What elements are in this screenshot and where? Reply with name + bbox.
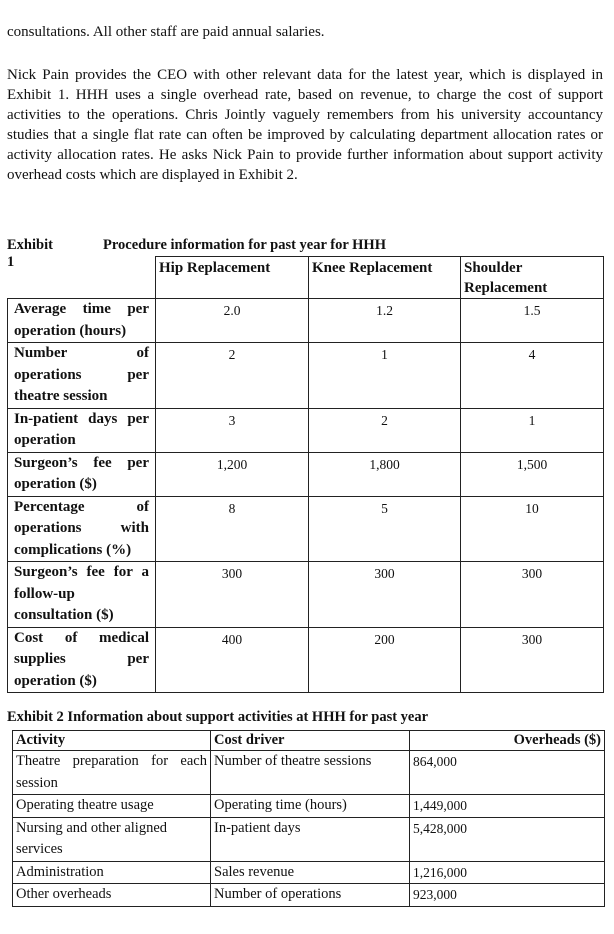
- cell-value: 300: [461, 627, 604, 693]
- intro-paragraph-1: consultations. All other staff are paid annual salaries.: [7, 24, 325, 40]
- table-row: [13, 817, 605, 861]
- table-row: [8, 343, 604, 409]
- cell-value: 3: [156, 408, 309, 452]
- activity-cell: Administration: [13, 861, 211, 884]
- procedure-table-header: [8, 257, 604, 299]
- cell-value: 2.0: [156, 299, 309, 343]
- cell-value: 200: [309, 627, 461, 693]
- cell-value: 2: [309, 408, 461, 452]
- table-row: [8, 627, 604, 693]
- row-label: Surgeon’s fee per operation ($): [8, 452, 156, 496]
- table-row: [13, 795, 605, 818]
- table-row: [8, 562, 604, 628]
- cell-value: 400: [156, 627, 309, 693]
- row-label: In-patient days per operation: [8, 408, 156, 452]
- cost-driver-cell: Operating time (hours): [211, 795, 410, 818]
- col-header-shoulder: Shoulder Replacement: [461, 257, 604, 299]
- row-label: Percentage of operations with complications (%): [8, 496, 156, 562]
- row-label: Average time per operation (hours): [8, 299, 156, 343]
- cell-value: 1: [309, 343, 461, 409]
- cell-value: 300: [461, 562, 604, 628]
- cell-value: 5: [309, 496, 461, 562]
- cell-value: 1,500: [461, 452, 604, 496]
- exhibit1-label: Exhibit 1: [7, 237, 53, 270]
- activity-cell: Other overheads: [13, 884, 211, 907]
- overheads-cell: 923,000: [410, 884, 605, 907]
- activity-cell: Nursing and other aligned services: [13, 817, 211, 861]
- cell-value: 1.2: [309, 299, 461, 343]
- row-label: Surgeon’s fee for a follow-up consultation ($): [8, 562, 156, 628]
- cell-value: 300: [156, 562, 309, 628]
- col-header-cost-driver: Cost driver: [211, 731, 410, 751]
- table-row: [8, 408, 604, 452]
- exhibit2-title: Exhibit 2 Information about support activities at HHH for past year: [7, 709, 429, 725]
- table-row: [8, 452, 604, 496]
- cell-value: 4: [461, 343, 604, 409]
- col-header-hip: Hip Replacement: [156, 257, 309, 299]
- overheads-cell: 1,216,000: [410, 861, 605, 884]
- overheads-cell: 864,000: [410, 751, 605, 795]
- cell-value: 1.5: [461, 299, 604, 343]
- row-label: Cost of medical supplies per operation ($): [8, 627, 156, 693]
- intro-paragraph-2: Nick Pain provides the CEO with other relevant data for the latest year, which is displayed in Exhibit 1. HHH uses a single overhead rate, based on revenue, to charge the cost of support activities to the operations. Chris Jointly vaguely remembers from his university accountancy studies that a single flat rate can often be improved by calculating department allocation rates or activity allocation rates. He asks Nick Pain to provide further information about support activity overhead costs which are displayed in Exhibit 2.: [7, 67, 603, 183]
- cell-value: 2: [156, 343, 309, 409]
- activity-cell: Theatre preparation for each session: [13, 751, 211, 795]
- cell-value: 8: [156, 496, 309, 562]
- col-header-knee: Knee Replacement: [309, 257, 461, 299]
- cost-driver-cell: In-patient days: [211, 817, 410, 861]
- col-header-overheads: Overheads ($): [410, 731, 605, 751]
- cost-driver-cell: Number of theatre sessions: [211, 751, 410, 795]
- table-row: [13, 751, 605, 795]
- cost-driver-cell: Number of operations: [211, 884, 410, 907]
- cell-value: 1,800: [309, 452, 461, 496]
- cell-value: 10: [461, 496, 604, 562]
- support-table-header: [13, 731, 605, 751]
- procedure-table: [7, 256, 604, 693]
- overheads-cell: 1,449,000: [410, 795, 605, 818]
- col-header-activity: Activity: [13, 731, 211, 751]
- table-row: [8, 299, 604, 343]
- row-label: Number of operations per theatre session: [8, 343, 156, 409]
- support-activities-table: [12, 730, 605, 907]
- cell-value: 300: [309, 562, 461, 628]
- cell-value: 1,200: [156, 452, 309, 496]
- table-row: [13, 861, 605, 884]
- overheads-cell: 5,428,000: [410, 817, 605, 861]
- cell-value: 1: [461, 408, 604, 452]
- activity-cell: Operating theatre usage: [13, 795, 211, 818]
- exhibit1-title: Procedure information for past year for HHH: [103, 237, 386, 253]
- table-row: [13, 884, 605, 907]
- cost-driver-cell: Sales revenue: [211, 861, 410, 884]
- table-row: [8, 496, 604, 562]
- header-blank: [8, 257, 156, 299]
